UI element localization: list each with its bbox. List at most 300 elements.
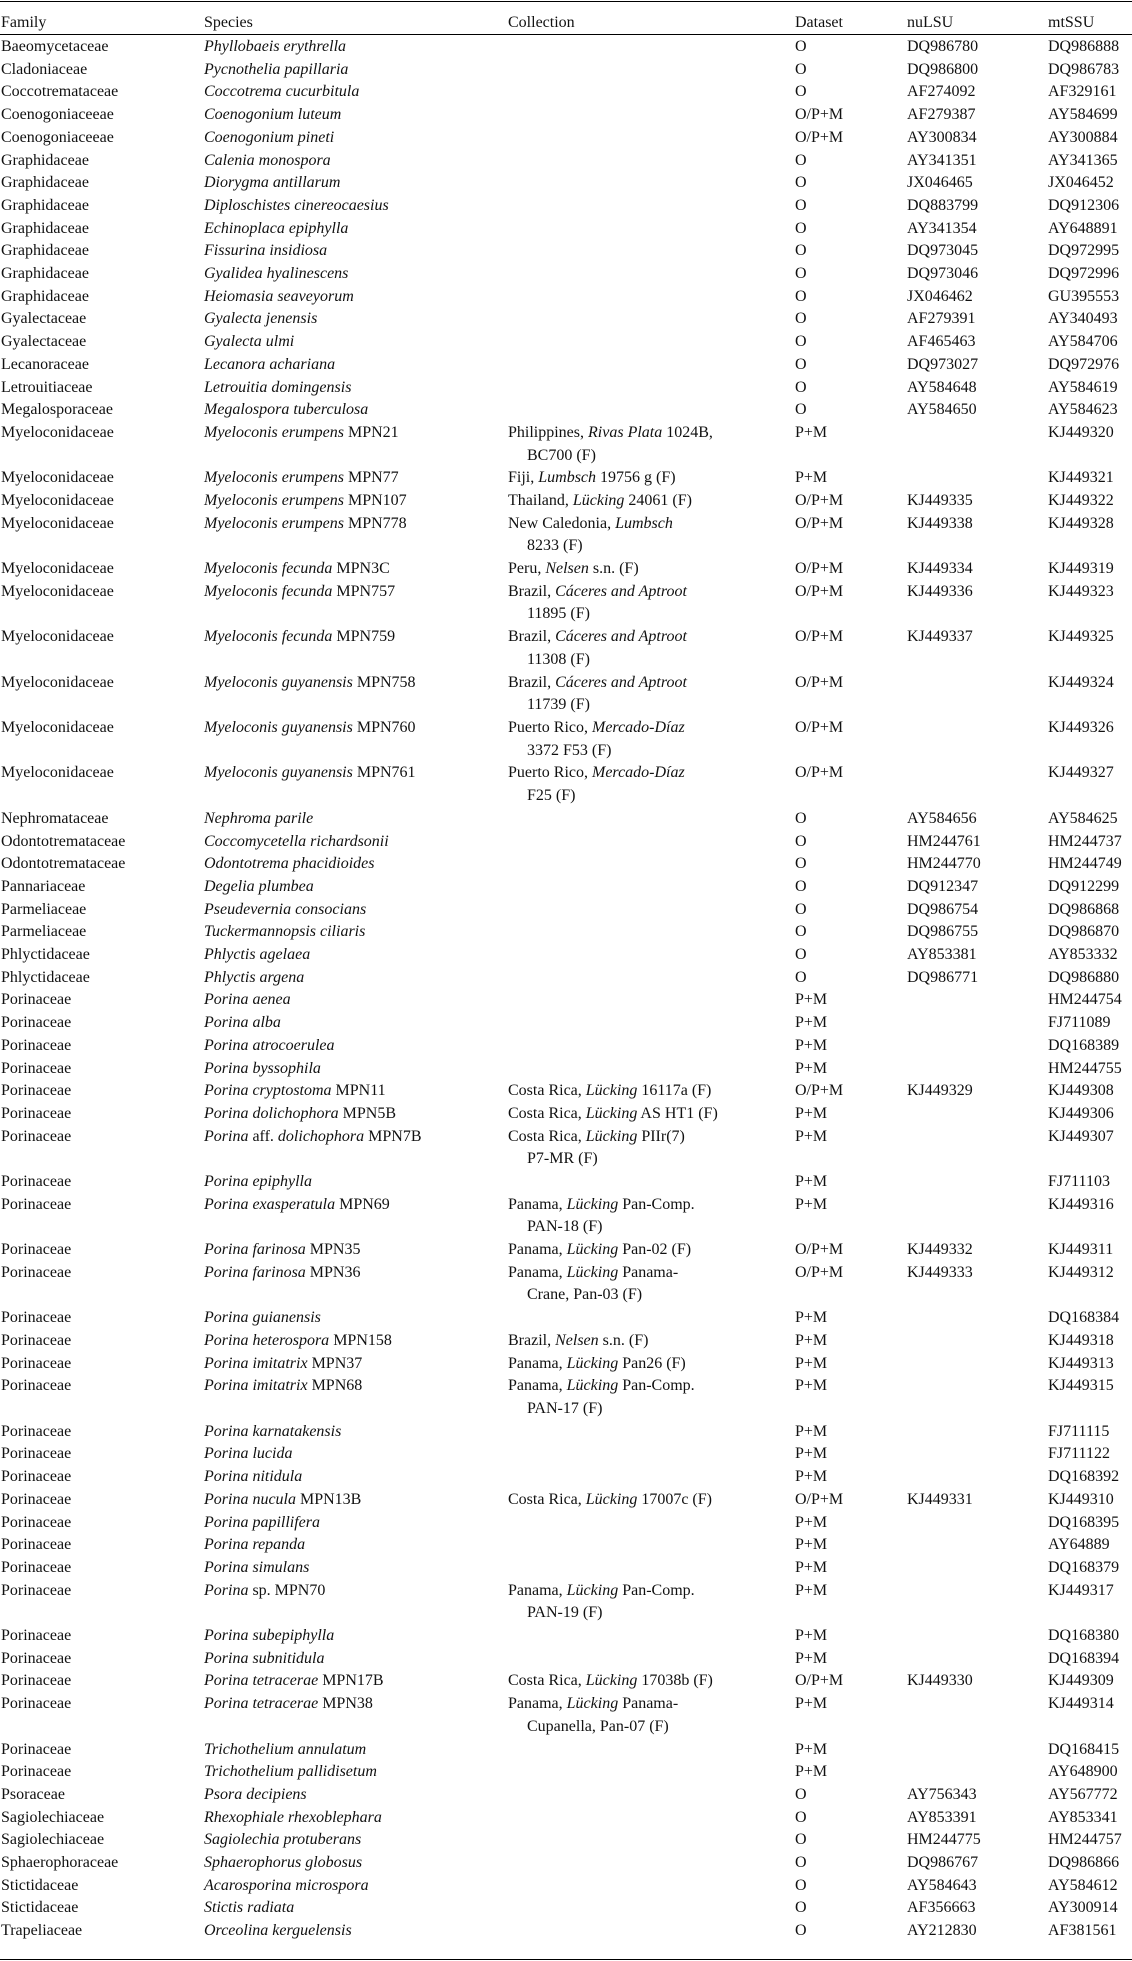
text-run: Lücking <box>585 1490 638 1508</box>
text-run: Thailand, <box>508 492 573 509</box>
text-run: 8233 (F) <box>527 537 583 555</box>
table-row <box>0 127 1132 150</box>
text-run: Porina tetracerae <box>204 1695 319 1713</box>
text-run: 19756 g (F) <box>596 469 676 487</box>
text-run: Brazil, <box>508 1331 556 1349</box>
text-run: 3372 F53 (F) <box>527 741 612 759</box>
text-run: Philippines, <box>508 423 589 441</box>
nulsu-cell: KJ449334 <box>907 560 973 578</box>
nulsu-cell: KJ449331 <box>907 1490 973 1508</box>
mtssu-cell: AY300914 <box>1048 1899 1118 1917</box>
text-run: MPN761 <box>352 764 416 782</box>
species-cell <box>204 286 354 308</box>
table-row <box>0 1512 1132 1535</box>
species-cell <box>204 1262 360 1284</box>
species-cell <box>204 1557 309 1579</box>
species-cell <box>204 876 314 898</box>
collection-line <box>508 1080 711 1102</box>
species-cell <box>204 1761 377 1783</box>
text-run: Gyalidea hyalinescens <box>204 265 349 282</box>
mtssu-cell: DQ912306 <box>1048 196 1120 214</box>
species-cell <box>204 1239 360 1261</box>
family-cell: Porinaceae <box>1 1695 72 1713</box>
mtssu-cell: KJ449309 <box>1048 1672 1114 1690</box>
text-run: Lücking <box>585 1104 638 1122</box>
text-run: Cupanella, Pan-07 (F) <box>527 1717 669 1735</box>
text-run: Acarosporina microspora <box>204 1876 369 1894</box>
table-row <box>0 308 1132 331</box>
dataset-cell: P+M <box>795 1014 828 1032</box>
table-row <box>0 1625 1132 1648</box>
table-row <box>0 1012 1132 1035</box>
text-run: Porina subnitidula <box>204 1649 325 1667</box>
table-row <box>0 399 1132 422</box>
text-run: Rivas Plata <box>588 423 663 441</box>
mtssu-cell: AY340493 <box>1048 310 1118 328</box>
family-cell: Graphidaceae <box>1 151 89 169</box>
text-run: Myeloconis erumpens <box>204 469 344 487</box>
text-run: New Caledonia, <box>508 514 616 532</box>
text-run: PAN-19 (F) <box>527 1604 603 1622</box>
text-run: MPN37 <box>307 1354 363 1372</box>
collection-line <box>527 1148 598 1170</box>
species-cell <box>204 558 390 580</box>
family-cell: Porinaceae <box>1 1445 72 1463</box>
text-run: Porina tetracerae <box>204 1672 319 1690</box>
family-cell: Graphidaceae <box>1 242 89 260</box>
dataset-cell: O <box>795 832 807 850</box>
dataset-cell: P+M <box>795 1740 828 1758</box>
mtssu-cell: FJ711122 <box>1048 1445 1110 1463</box>
collection-line <box>527 649 590 671</box>
dataset-cell: O/P+M <box>795 1241 844 1259</box>
text-run: Myeloconis fecunda <box>204 560 333 578</box>
nulsu-cell: AY853391 <box>907 1808 977 1826</box>
text-run: 11895 (F) <box>527 605 590 623</box>
collection-line <box>508 422 713 444</box>
collection-line <box>527 603 590 625</box>
text-run: MPN13B <box>296 1490 362 1508</box>
dataset-cell: P+M <box>795 1558 828 1576</box>
nulsu-cell: AY341351 <box>907 151 977 169</box>
mtssu-cell: AY648891 <box>1048 219 1118 237</box>
dataset-cell: O <box>795 946 807 963</box>
text-run: MPN3C <box>332 560 390 578</box>
family-cell: Trapeliaceae <box>1 1922 83 1940</box>
species-cell <box>204 1648 324 1670</box>
text-run: Sagiolechia protuberans <box>204 1831 362 1849</box>
text-run: Myeloconis erumpens <box>204 514 344 532</box>
family-cell: Psoraceae <box>1 1785 65 1803</box>
text-run: MPN17B <box>318 1672 384 1690</box>
mtssu-cell: DQ168389 <box>1048 1036 1120 1054</box>
dataset-cell: O <box>795 60 807 78</box>
text-run: Fissurina insidiosa <box>204 242 328 260</box>
collection-line <box>527 445 596 467</box>
table-row <box>0 104 1132 127</box>
table-row <box>0 1807 1132 1830</box>
dataset-cell: P+M <box>795 1445 828 1463</box>
dataset-cell: O <box>795 310 807 328</box>
species-cell <box>204 672 416 694</box>
table-row <box>0 263 1132 286</box>
text-run: Panama, <box>508 1695 567 1713</box>
mtssu-cell: DQ168415 <box>1048 1740 1120 1758</box>
species-cell <box>204 1897 294 1919</box>
text-run: Porina lucida <box>204 1445 293 1463</box>
family-cell: Myeloconidaceae <box>1 560 114 578</box>
table-row <box>0 1171 1132 1194</box>
table-row <box>0 944 1132 967</box>
table-row <box>0 899 1132 922</box>
dataset-cell: P+M <box>795 1581 828 1599</box>
text-run: Porina papillifera <box>204 1513 320 1531</box>
collection-line <box>527 1398 602 1420</box>
dataset-cell: O <box>795 923 807 941</box>
text-run: Diploschistes cinereocaesius <box>204 196 389 214</box>
species-cell <box>204 853 375 875</box>
collection-line <box>527 1284 642 1306</box>
species-cell <box>204 1920 352 1942</box>
collection-line <box>508 1103 718 1125</box>
mtssu-cell: AY584623 <box>1048 401 1118 419</box>
family-cell: Sagiolechiaceae <box>1 1831 105 1849</box>
mtssu-cell: DQ168394 <box>1048 1649 1120 1667</box>
text-run: 1024B, <box>662 423 713 441</box>
dataset-cell: P+M <box>795 1695 828 1713</box>
mtssu-cell: KJ449315 <box>1048 1377 1114 1395</box>
header-mtssu: mtSSU <box>1048 14 1095 31</box>
family-cell: Porinaceae <box>1 1309 72 1327</box>
mtssu-cell: DQ986866 <box>1048 1854 1120 1871</box>
text-run: 11739 (F) <box>527 696 590 714</box>
text-run: PIIr(7) <box>637 1127 685 1145</box>
mtssu-cell: HM244757 <box>1048 1831 1122 1849</box>
dataset-cell: P+M <box>795 423 828 441</box>
family-cell: Porinaceae <box>1 1082 72 1100</box>
text-run: PAN-17 (F) <box>527 1399 603 1417</box>
collection-line <box>527 740 611 762</box>
table-row <box>0 626 1132 671</box>
text-run: Panama, <box>508 1263 567 1281</box>
mtssu-cell: KJ449310 <box>1048 1490 1114 1508</box>
text-run: Panama, <box>508 1377 567 1395</box>
family-cell: Odontotremataceae <box>1 855 126 873</box>
text-run: MPN107 <box>343 492 407 509</box>
family-cell: Porinaceae <box>1 1536 72 1554</box>
dataset-cell: P+M <box>795 1763 828 1781</box>
mtssu-cell: DQ168384 <box>1048 1309 1120 1327</box>
family-cell: Myeloconidaceae <box>1 628 114 646</box>
text-run: Porina byssophila <box>204 1059 321 1077</box>
family-cell: Porinaceae <box>1 991 72 1009</box>
text-run: MPN68 <box>307 1377 363 1395</box>
text-run: Crane, Pan-03 (F) <box>527 1286 643 1304</box>
text-run: MPN77 <box>343 469 399 487</box>
text-run: Porina atrocoerulea <box>204 1036 335 1054</box>
mtssu-cell: KJ449324 <box>1048 673 1114 691</box>
table-row <box>0 1557 1132 1580</box>
nulsu-cell: AF274092 <box>907 83 976 101</box>
mtssu-cell: KJ449311 <box>1048 1241 1114 1259</box>
collection-line <box>527 1602 602 1624</box>
table-row <box>0 581 1132 626</box>
nulsu-cell: KJ449333 <box>907 1263 973 1281</box>
text-run: Porina imitatrix <box>204 1377 308 1395</box>
species-cell <box>204 1512 320 1534</box>
dataset-cell: O/P+M <box>795 1263 844 1281</box>
family-cell: Cladoniaceae <box>1 60 88 78</box>
text-run: Mercado-Díaz <box>592 719 685 736</box>
species-cell <box>204 1625 334 1647</box>
table-row <box>0 172 1132 195</box>
species-cell <box>204 899 366 921</box>
species-cell <box>204 1829 361 1851</box>
dataset-cell: O/P+M <box>795 1672 844 1690</box>
text-run: MPN778 <box>343 514 407 532</box>
family-cell: Porinaceae <box>1 1468 72 1486</box>
species-cell <box>204 467 399 489</box>
species-cell <box>204 1807 382 1829</box>
species-cell <box>204 59 348 81</box>
mtssu-cell: KJ449321 <box>1048 469 1114 487</box>
nulsu-cell: HM244770 <box>907 855 981 873</box>
text-run: Phlyctis argena <box>204 968 305 986</box>
table-row <box>0 354 1132 377</box>
text-run: MPN38 <box>318 1695 373 1713</box>
family-cell: Porinaceae <box>1 1059 72 1077</box>
text-run: Brazil, <box>508 628 556 646</box>
text-run: Costa Rica, <box>508 1104 586 1122</box>
dataset-cell: O <box>795 1876 807 1894</box>
family-cell: Phlyctidaceae <box>1 968 90 986</box>
dataset-cell: P+M <box>795 1331 828 1349</box>
mtssu-cell: HM244737 <box>1048 832 1122 850</box>
dataset-cell: O/P+M <box>795 582 844 600</box>
nulsu-cell: AY584648 <box>907 378 977 396</box>
species-cell <box>204 1330 392 1352</box>
dataset-cell: O <box>795 855 807 873</box>
table-row <box>0 989 1132 1012</box>
dataset-cell: O <box>795 378 807 396</box>
table-row <box>0 1489 1132 1512</box>
mtssu-cell: KJ449326 <box>1048 719 1114 736</box>
table-row <box>0 1670 1132 1693</box>
text-run: Pan-02 (F) <box>618 1241 692 1259</box>
text-run: Lücking <box>566 1581 619 1599</box>
species-cell <box>204 263 348 285</box>
table-top-rule <box>0 1 1132 2</box>
collection-line <box>508 1375 695 1397</box>
collection-line <box>508 1580 695 1602</box>
table-row <box>0 762 1132 807</box>
species-cell <box>204 1194 390 1216</box>
text-run: MPN158 <box>329 1331 392 1349</box>
mtssu-cell: KJ449314 <box>1048 1695 1114 1713</box>
nulsu-cell: AY756343 <box>907 1785 977 1803</box>
collection-line <box>508 1239 691 1261</box>
family-cell: Myeloconidaceae <box>1 673 114 691</box>
family-cell: Myeloconidaceae <box>1 423 114 441</box>
collection-line <box>508 1330 648 1352</box>
text-run: Psora decipiens <box>204 1785 307 1803</box>
table-row <box>0 490 1132 513</box>
family-cell: Porinaceae <box>1 1377 72 1395</box>
table-row <box>0 672 1132 717</box>
text-run: Brazil, <box>508 673 556 691</box>
text-run: Cáceres and Aptroot <box>555 582 687 600</box>
table-row <box>0 150 1132 173</box>
text-run: Lücking <box>566 1354 619 1372</box>
text-run: MPN36 <box>305 1263 361 1281</box>
table-row <box>0 1307 1132 1330</box>
collection-line <box>508 626 687 648</box>
family-cell: Pannariaceae <box>1 877 86 895</box>
mtssu-cell: KJ449319 <box>1048 560 1114 578</box>
text-run: Mercado-Díaz <box>592 764 685 782</box>
mtssu-cell: KJ449323 <box>1048 582 1114 600</box>
collection-line <box>508 672 687 694</box>
family-cell: Porinaceae <box>1 1672 72 1690</box>
collection-line <box>508 1194 695 1216</box>
dataset-cell: O/P+M <box>795 128 844 146</box>
species-cell <box>204 490 407 512</box>
mtssu-cell: KJ449306 <box>1048 1104 1114 1122</box>
mtssu-cell: KJ449316 <box>1048 1195 1114 1213</box>
mtssu-cell: DQ168395 <box>1048 1513 1120 1531</box>
mtssu-cell: KJ449313 <box>1048 1354 1114 1372</box>
text-run: Panama, <box>508 1581 567 1599</box>
family-cell: Porinaceae <box>1 1014 72 1032</box>
text-run: MPN11 <box>331 1082 386 1100</box>
family-cell: Graphidaceae <box>1 265 89 282</box>
nulsu-cell: DQ883799 <box>907 196 979 214</box>
species-cell <box>204 1784 307 1806</box>
mtssu-cell: DQ168380 <box>1048 1627 1120 1644</box>
mtssu-cell: HM244754 <box>1048 991 1122 1009</box>
family-cell: Phlyctidaceae <box>1 946 90 963</box>
text-run: Calenia monospora <box>204 151 331 169</box>
species-cell <box>204 1058 321 1080</box>
nulsu-cell: DQ973027 <box>907 355 979 373</box>
text-run: MPN21 <box>343 423 399 441</box>
text-run: MPN7B <box>364 1127 422 1145</box>
family-cell: Graphidaceae <box>1 196 89 214</box>
dataset-cell: O <box>795 900 807 918</box>
nulsu-cell: AY584643 <box>907 1876 977 1894</box>
nulsu-cell: DQ986771 <box>907 968 979 986</box>
family-cell: Parmeliaceae <box>1 923 87 941</box>
text-run: Porina imitatrix <box>204 1354 308 1372</box>
species-cell <box>204 127 334 149</box>
dataset-cell: O <box>795 174 807 192</box>
dataset-cell: P+M <box>795 1104 828 1122</box>
text-run: Porina epiphylla <box>204 1173 312 1190</box>
family-cell: Sagiolechiaceae <box>1 1808 105 1826</box>
table-row <box>0 1739 1132 1762</box>
species-cell <box>204 1739 366 1761</box>
text-run: Myeloconis erumpens <box>204 423 344 441</box>
text-run: Pan26 (F) <box>618 1354 686 1372</box>
nulsu-cell: DQ986780 <box>907 38 979 55</box>
text-run: Pycnothelia papillaria <box>204 60 349 78</box>
text-run: Lumbsch <box>538 469 597 487</box>
table-row <box>0 1897 1132 1920</box>
dataset-cell: P+M <box>795 1468 828 1486</box>
mtssu-cell: DQ972996 <box>1048 265 1120 282</box>
text-run: Myeloconis erumpens <box>204 492 344 509</box>
species-cell <box>204 377 351 399</box>
nulsu-cell: DQ986800 <box>907 60 979 78</box>
mtssu-cell: DQ986870 <box>1048 923 1120 941</box>
nulsu-cell: KJ449336 <box>907 582 973 600</box>
text-run: MPN760 <box>352 719 416 736</box>
table-row <box>0 1784 1132 1807</box>
text-run: Phyllobaeis erythrella <box>204 38 347 55</box>
dataset-cell: P+M <box>795 1173 828 1190</box>
family-cell: Gyalectaceae <box>1 310 87 328</box>
text-run: Odontotrema phacidioides <box>204 855 375 873</box>
text-run: Degelia plumbea <box>204 877 314 895</box>
text-run: Diorygma antillarum <box>204 174 341 192</box>
table-row <box>0 808 1132 831</box>
text-run: 17007c (F) <box>637 1490 712 1508</box>
family-cell: Porinaceae <box>1 1763 72 1781</box>
table-row <box>0 1852 1132 1875</box>
table-row <box>0 831 1132 854</box>
mtssu-cell: AY300884 <box>1048 128 1118 146</box>
nulsu-cell: DQ986767 <box>907 1854 979 1871</box>
text-run: MPN35 <box>305 1241 361 1259</box>
dataset-cell: O <box>795 196 807 214</box>
text-run: Porina nitidula <box>204 1468 303 1486</box>
text-run: Lücking <box>585 1082 638 1100</box>
species-cell <box>204 1580 325 1602</box>
family-cell: Porinaceae <box>1 1263 72 1281</box>
text-run: Cáceres and Aptroot <box>555 628 687 646</box>
text-run: Porina <box>204 1127 249 1145</box>
dataset-cell: P+M <box>795 991 828 1009</box>
species-cell <box>204 626 395 648</box>
collection-line <box>508 1693 678 1715</box>
dataset-cell: O/P+M <box>795 492 844 509</box>
table-row <box>0 558 1132 581</box>
dataset-cell: O/P+M <box>795 764 844 782</box>
table-row <box>0 1194 1132 1239</box>
collection-line <box>527 694 590 716</box>
dataset-cell: O <box>795 1854 807 1871</box>
text-run: Echinoplaca epiphylla <box>204 219 349 237</box>
text-run: aff. <box>248 1127 278 1145</box>
text-run: Gyalecta ulmi <box>204 333 295 351</box>
mtssu-cell: DQ168392 <box>1048 1468 1120 1486</box>
dataset-cell: O <box>795 333 807 351</box>
collection-line <box>527 1216 602 1238</box>
species-cell <box>204 1375 362 1397</box>
table-row <box>0 1648 1132 1671</box>
text-run: Lücking <box>585 1127 638 1145</box>
text-run: AS HT1 (F) <box>637 1104 718 1122</box>
text-run: Porina farinosa <box>204 1241 306 1259</box>
species-cell <box>204 172 340 194</box>
species-cell <box>204 1012 281 1034</box>
nulsu-cell: KJ449329 <box>907 1082 973 1100</box>
text-run: Sphaerophorus globosus <box>204 1854 363 1871</box>
text-run: Coccomycetella richardsonii <box>204 832 389 850</box>
mtssu-cell: AY853332 <box>1048 946 1118 963</box>
mtssu-cell: KJ449322 <box>1048 492 1114 509</box>
text-run: MPN5B <box>338 1104 397 1122</box>
